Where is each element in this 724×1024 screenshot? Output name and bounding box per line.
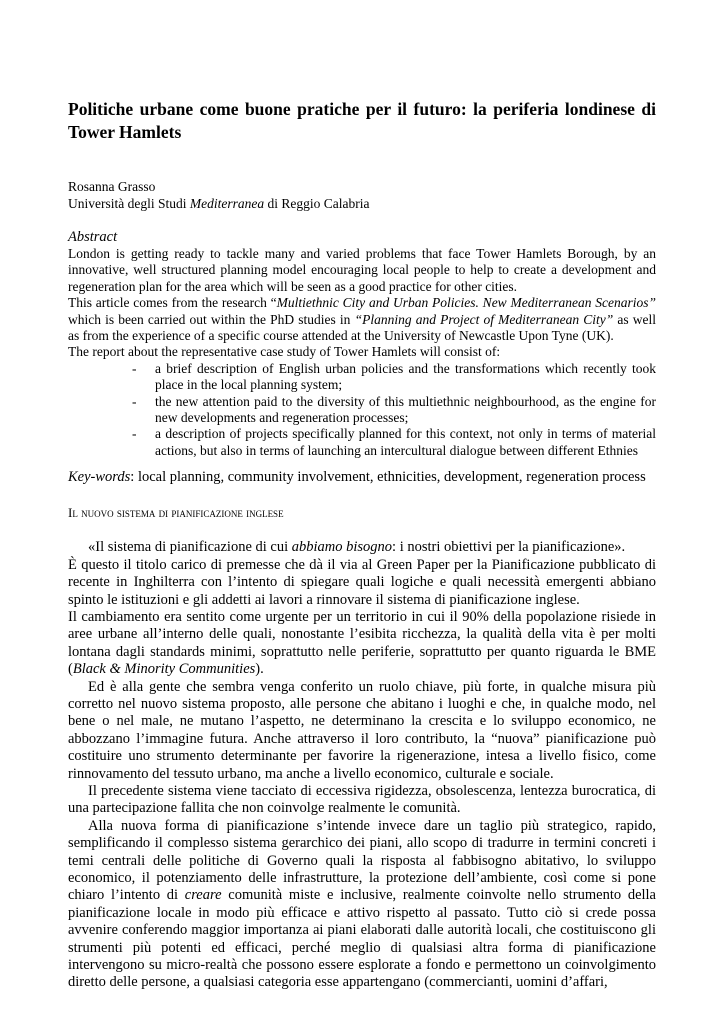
affiliation-suffix: di Reggio Calabria (264, 196, 370, 211)
body-p1-text: «Il sistema di pianificazione di cui (88, 539, 292, 556)
body-p1-emphasis: abbiamo bisogno (291, 539, 393, 556)
body-p6-emphasis: creare (184, 887, 222, 904)
abstract-paragraph-3: The report about the representative case study of Tower Hamlets will consist of: (68, 344, 501, 360)
body-p3-text: Il cambiamento era sentito come urgente per un territorio in cui il 90% della popolazione risiede in aree urbane all’interno delle quali, nonostante l’esibita ricchezza, la qualità della vita è per molti lontana dagli standards minimi, soprattutto nelle periferie, soprattutto per quanto riguarda le BME ( (68, 608, 656, 678)
abstract-p2-phd-title: “Planning and Project of Mediterranean City” (354, 311, 614, 327)
body-p6-text-end: comunità miste e inclusive, realmente coinvolte nello strumento della pianificazione locale in modo più efficace e attivo rispetto al passato. Tutto ciò si crede possa avvenire conferendo maggior importanza ai piani elaborati dalle autorità locali, che costituiscono gli strumenti più potenti ed efficaci, perché meglio di qualsiasi altra forma di pianificazione intervengono su micro-realtà che possono essere esplorate a fondo e permettono un coinvolgimento diretto delle persone, a qualsiasi categoria esse appartengano (commercianti, uomini d’affari, (68, 887, 656, 991)
bullet-marker: - (132, 393, 137, 409)
body-paragraph-5: Il precedente sistema viene tacciato di eccessiva rigidezza, obsolescenza, lentezza burocratica, di una partecipazione fallita che non coinvolge realmente le comunità. (68, 782, 656, 817)
bullet-text: the new attention paid to the diversity of this multiethnic neighbourhood, as the engine for new developments and regeneration processes; (155, 393, 656, 426)
bullet-marker: - (132, 360, 137, 376)
abstract-paragraph-1: London is getting ready to tackle many and varied problems that face Tower Hamlets Borough, by an innovative, well structured planning model encouraging local people to help to create a development and regeneration plan for the area which will be seen as a good practice for other cities. (68, 246, 656, 294)
keywords-text: : local planning, community involvement, ethnicities, development, regeneration process (130, 469, 646, 486)
list-item (68, 361, 656, 394)
list-item (68, 394, 656, 427)
author-affiliation (68, 195, 656, 212)
body-paragraph-4: Ed è alla gente che sembra venga conferito un ruolo chiave, più forte, in qualche misura più corretto nel nuovo sistema proposto, alle persone che abitano i luoghi e che, in qualche modo, nel bene o nel male, ne mutano l’aspetto, ne determinano la crescita e lo sviluppo economico, ne abbozzano l’immagine futura. Anche attraverso il loro contributo, la “nuova” pianificazione può costituire uno strumento determinante per favorire la rigenerazione, intesa a livello fisico, come rinnovamento del tessuto urbano, ma anche a livello economico, culturale e sociale. (68, 678, 656, 782)
abstract-p2-text: This article comes from the research “ (68, 295, 277, 311)
keywords-line (68, 468, 656, 486)
affiliation-prefix: Università degli Studi (68, 196, 190, 211)
list-item (68, 426, 656, 459)
body-text (68, 539, 656, 992)
bullet-text: a description of projects specifically planned for this context, not only in terms of material actions, but also in terms of launching an intercultural dialogue between different Ethnies (155, 426, 656, 458)
paper-title: Politiche urbane come buone pratiche per il futuro: la periferia londinese di Tower Hamlets (68, 99, 656, 142)
body-p3-text-end: ). (255, 661, 264, 678)
abstract-bullet-list (68, 361, 656, 459)
abstract-body (68, 246, 656, 459)
abstract-paragraph-2 (68, 295, 656, 344)
author-name: Rosanna Grasso (68, 179, 156, 194)
body-paragraph-2: È questo il titolo carico di premesse che dà il via al Green Paper per la Pianificazione pubblicato di recente in Inghilterra con l’intento di spiegare quali logiche e quali necessità emergenti abbiano spinto le istituzioni e gli addetti ai lavori a rinnovare il sistema di pianificazione inglese. (68, 556, 656, 608)
body-paragraph-6 (68, 818, 656, 992)
body-p6-text: Alla nuova forma di pianificazione s’intende invece dare un taglio più strategico, rapido, semplificando il complesso sistema gerarchico dei piani, allo scopo di tradurre in termini concreti i temi centrali delle politiche di Governo quali la risposta al fabbisogno abitativo, lo sviluppo economico, il potenziamento delle infrastrutture, la protezione dell’ambiente, così come si pone chiaro l’intento di (68, 817, 656, 904)
bullet-marker: - (132, 426, 137, 442)
keywords-label: Key-words (68, 469, 131, 486)
affiliation-emphasis: Mediterranea (189, 196, 265, 211)
body-p3-emphasis: Black & Minority Communities (72, 661, 256, 678)
page-content (68, 98, 656, 992)
body-paragraph-3 (68, 609, 656, 679)
abstract-heading: Abstract (68, 229, 118, 245)
body-paragraph-1 (68, 539, 656, 556)
abstract-p2-research-title: Multiethnic City and Urban Policies. New Mediterranean Scenarios” (276, 295, 656, 311)
body-p1-text-end: : i nostri obiettivi per la pianificazione». (392, 539, 626, 556)
abstract-p2-text-mid: which is been carried out within the PhD studies in (68, 311, 355, 327)
abstract-p2-text-end: as well as from the experience of a specific course attended at the University of Newcastle Upon Tyne (UK). (68, 311, 656, 344)
section-heading: Il nuovo sistema di pianificazione inglese (68, 505, 284, 521)
author-block (68, 178, 656, 212)
bullet-text: a brief description of English urban policies and the transformations which recently took place in the local planning system; (155, 360, 656, 393)
